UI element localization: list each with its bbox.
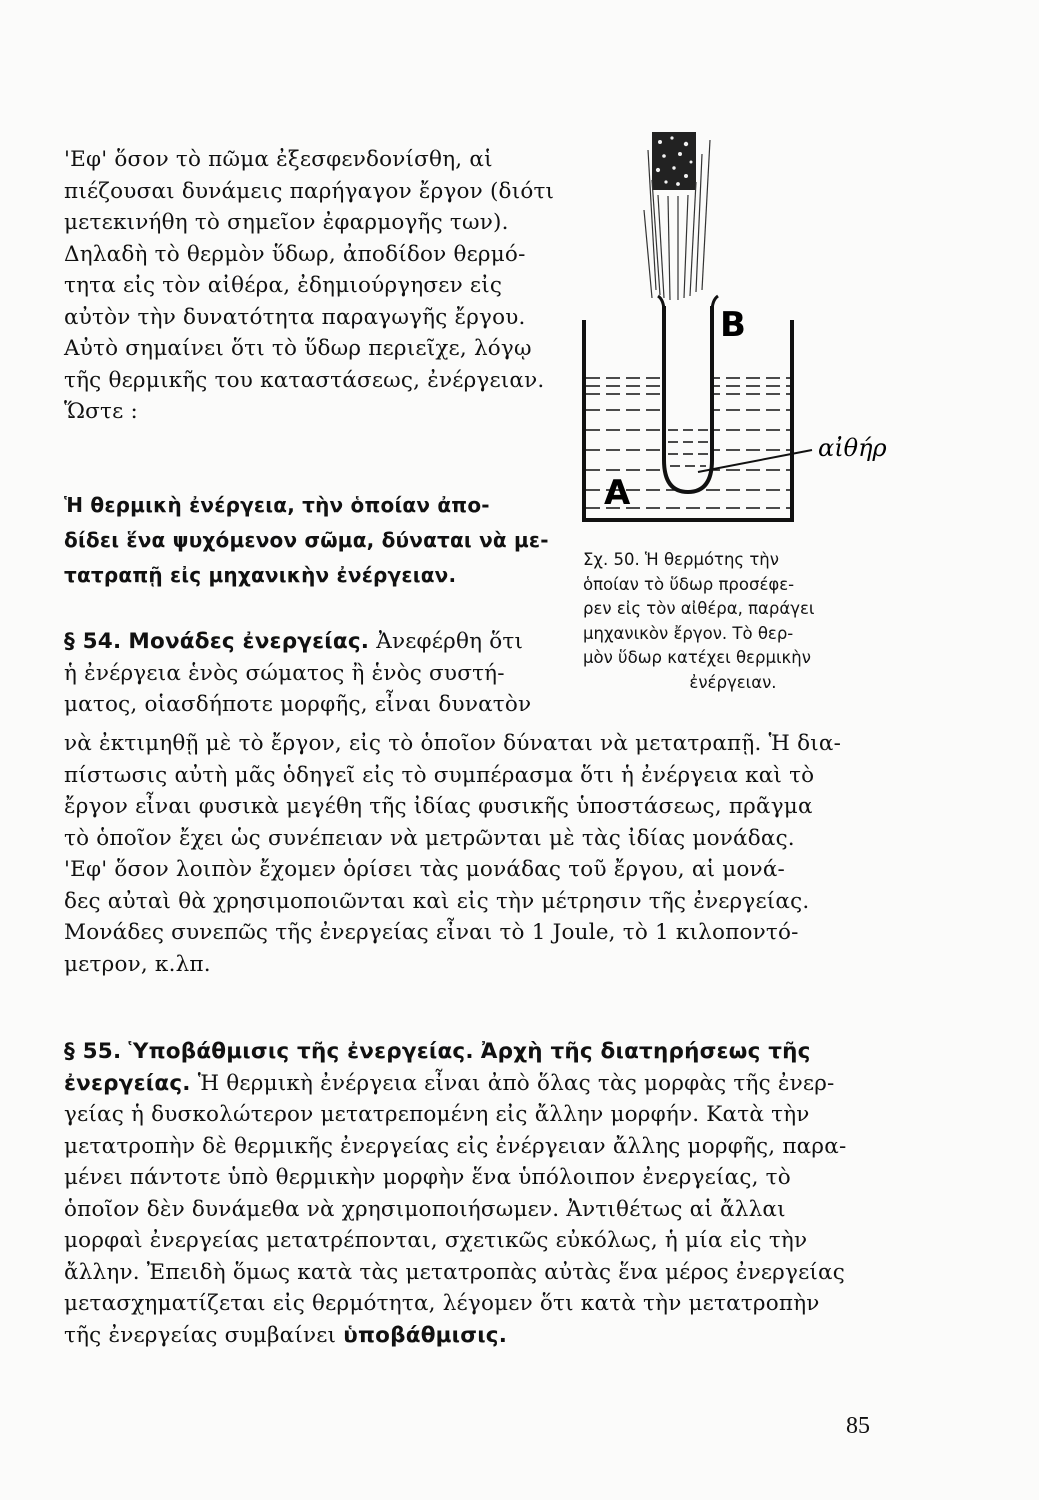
figure-caption — [583, 548, 883, 695]
text-line: ἡ ἐνέργεια ἑνὸς σώματος ἢ ἑνὸς συστή- — [64, 660, 505, 686]
section-55-second-line — [64, 1068, 874, 1100]
text-line: ἔργον εἶναι φυσικὰ μεγέθη τῆς ἰδίας φυσικῆς ὑποστάσεως, πρᾶγμα — [64, 794, 813, 819]
section-number: § 54. — [64, 629, 122, 654]
section-number: § 55. — [64, 1039, 122, 1064]
text-line: τητα εἰς τὸν αἰθέρα, ἐδημιούργησεν εἰς — [64, 273, 503, 298]
caption-line: μὸν ὕδωρ κατέχει θερμικὴν — [583, 648, 811, 667]
text-line: 'Εφ' ὅσον λοιπὸν ἔχομεν ὁρίσει τὰς μονάδας τοῦ ἔργου, αἱ μονά- — [64, 857, 786, 882]
text-line: νὰ ἐκτιμηθῇ μὲ τὸ ἔργον, εἰς τὸ ὁποῖον δύναται νὰ μετατραπῇ. Ἡ δια- — [64, 731, 842, 756]
figure-50-diagram — [560, 120, 900, 540]
section-54-heading-line — [64, 626, 574, 658]
label-b: B — [720, 305, 746, 345]
section-54-body — [64, 728, 874, 980]
text-line: δες αὐταὶ θὰ χρησιμοποιῶνται καὶ εἰς τὴν μέτρησιν τῆς ἐνεργείας. — [64, 888, 810, 914]
text-line: αὐτὸν τὴν δυνατότητα παραγωγῆς ἔργου. — [64, 304, 526, 330]
law-line: Ἡ θερμικὴ ἐνέργεια, τὴν ὁποίαν ἀπο- — [64, 493, 490, 517]
text-line: γείας ἡ δυσκολώτερον μετατρεπομένη εἰς ἄλλην μορφήν. Κατὰ τὴν — [64, 1102, 810, 1127]
text-line: τῆς θερμικῆς του καταστάσεως, ἐνέργειαν. — [64, 367, 545, 393]
label-ether: αἰθήρ — [818, 434, 887, 462]
caption-line: ὁποίαν τὸ ὕδωρ προσέφε- — [583, 574, 795, 594]
text-line: Αὐτὸ σημαίνει ὅτι τὸ ὕδωρ περιεῖχε, λόγῳ — [64, 336, 532, 361]
caption-line: ἐνέργειαν. — [689, 672, 777, 692]
text-line: ματος, οἱασδήποτε μορφῆς, εἶναι δυνατὸν — [64, 692, 532, 717]
section-55-heading-line — [64, 1036, 874, 1068]
text-line: μετασχηματίζεται εἰς θερμότητα, λέγομεν ὅτι κατὰ τὴν μετατροπὴν — [64, 1291, 820, 1316]
section-title: Ὑποβάθμισις τῆς ἐνεργείας. — [128, 1039, 474, 1064]
caption-line: μηχανικὸν ἔργον. Τὸ θερ- — [583, 623, 794, 643]
key-term: ὑποβάθμισις. — [343, 1322, 508, 1348]
text-line: μετατροπὴν δὲ θερμικῆς ἐνεργείας εἰς ἐνέργειαν ἄλλης μορφῆς, παρα- — [64, 1133, 847, 1159]
law-statement — [64, 488, 574, 593]
text-line: Μονάδες συνεπῶς τῆς ἐνεργείας εἶναι τὸ 1 Joule, τὸ 1 κιλοποντό- — [64, 920, 799, 945]
text-line: Δηλαδὴ τὸ θερμὸν ὕδωρ, ἀποδίδον θερμό- — [64, 241, 526, 267]
text-line: τὸ ὁποῖον ἔχει ὡς συνέπειαν νὰ μετρῶνται μὲ τὰς ἰδίας μονάδας. — [64, 825, 795, 851]
caption-line: Σχ. 50. Ἡ θερμότης τὴν — [583, 550, 779, 569]
cork-icon — [652, 132, 696, 190]
section-54-start — [64, 626, 574, 721]
text-line: μορφαὶ ἐνεργείας μετατρέπονται, σχετικῶς εὐκόλως, ἡ μία εἰς τὴν — [64, 1228, 808, 1253]
text-line: πιέζουσαι δυνάμεις παρήγαγον ἔργον (διότι — [64, 178, 555, 204]
text-line: 'Εφ' ὅσον τὸ πῶμα ἐξεσφενδονίσθη, αἱ — [64, 147, 493, 172]
law-line: τατραπῇ εἰς μηχανικὴν ἐνέργειαν. — [64, 563, 457, 587]
text-line: πίστωσις αὐτὴ μᾶς ὁδηγεῖ εἰς τὸ συμπέρασμα ὅτι ἡ ἐνέργεια καὶ τὸ — [64, 762, 815, 788]
intro-paragraph — [64, 144, 572, 428]
text-fragment: Ἡ θερμικὴ ἐνέργεια εἶναι ἀπὸ ὅλας τὰς μορφὰς τῆς ἐνερ- — [197, 1070, 835, 1096]
section-subtitle: Ἀρχὴ τῆς διατηρήσεως τῆς — [480, 1039, 811, 1064]
text-fragment: τῆς ἐνεργείας συμβαίνει — [64, 1322, 337, 1348]
test-tube-icon — [658, 296, 718, 492]
text-line: μετρον, κ.λπ. — [64, 951, 211, 977]
text-line: μένει πάντοτε ὑπὸ θερμικὴν μορφὴν ἕνα ὑπόλοιπον ἐνεργείας, τὸ — [64, 1165, 791, 1190]
ether-pointer — [698, 450, 812, 472]
law-line: δίδει ἕνα ψυχόμενον σῶμα, δύναται νὰ με- — [64, 528, 549, 552]
section-title: Μονάδες ἐνεργείας. — [128, 629, 370, 654]
text-line: ἄλλην. Ἐπειδὴ ὅμως κατὰ τὰς μετατροπὰς αὐτὰς ἕνα μέρος ἐνεργείας — [64, 1259, 846, 1285]
text-line: ὁποῖον δὲν δυνάμεθα νὰ χρησιμοποιήσωμεν. Ἀντιθέτως αἱ ἄλλαι — [64, 1196, 786, 1222]
text-line: Ὥστε : — [64, 399, 138, 424]
section-subtitle-end: ἐνεργείας. — [64, 1070, 191, 1096]
last-line — [64, 1320, 874, 1352]
text-line: μετεκινήθη τὸ σημεῖον ἐφαρμογῆς των). — [64, 210, 509, 235]
text-fragment: Ἀνεφέρθη ὅτι — [376, 629, 524, 654]
section-55 — [64, 1036, 874, 1351]
caption-line: ρεν εἰς τὸν αἰθέρα, παράγει — [583, 599, 815, 618]
label-a: A — [604, 473, 631, 513]
page-number: 85 — [846, 1413, 870, 1439]
